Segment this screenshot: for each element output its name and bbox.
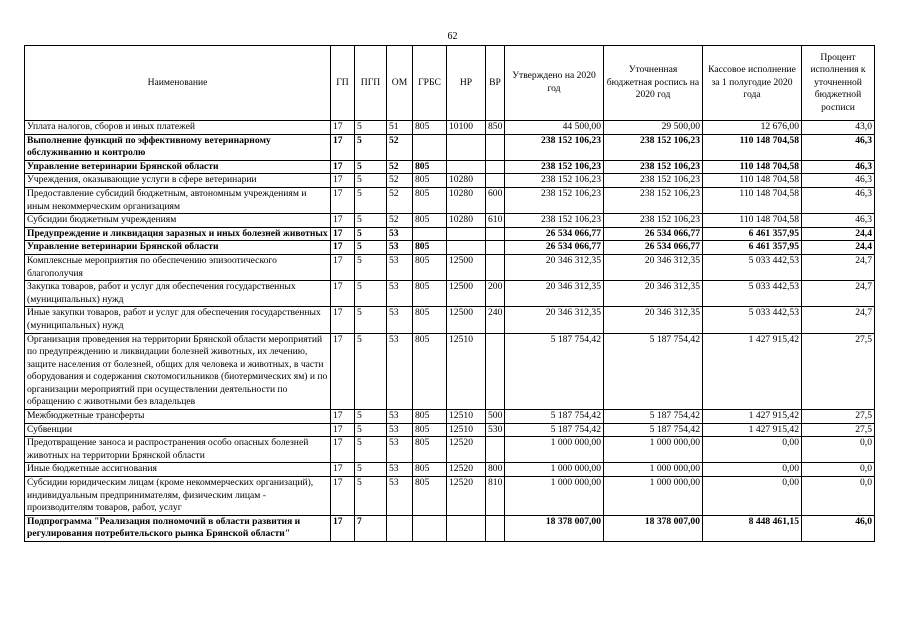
cell-pgp: 5 <box>355 477 387 516</box>
cell-grbs: 805 <box>413 437 447 463</box>
cell-om: 53 <box>387 307 413 333</box>
cell-pgp: 5 <box>355 410 387 424</box>
cell-np: 12510 <box>447 333 486 410</box>
cell-np: 12500 <box>447 254 486 280</box>
cell-pgp: 5 <box>355 254 387 280</box>
cell-refined: 238 152 106,23 <box>604 160 703 174</box>
cell-np: 12520 <box>447 463 486 477</box>
cell-refined: 20 346 312,35 <box>604 307 703 333</box>
cell-om: 51 <box>387 121 413 135</box>
cell-cash: 6 461 357,95 <box>703 241 802 255</box>
cell-np: 10100 <box>447 121 486 135</box>
cell-approved: 238 152 106,23 <box>505 174 604 188</box>
cell-grbs: 805 <box>413 214 447 228</box>
cell-approved: 5 187 754,42 <box>505 410 604 424</box>
cell-refined: 238 152 106,23 <box>604 134 703 160</box>
table-row <box>25 437 875 463</box>
cell-vr: 600 <box>486 187 505 213</box>
cell-cash: 1 427 915,42 <box>703 333 802 410</box>
cell-pgp: 7 <box>355 515 387 541</box>
cell-vr <box>486 254 505 280</box>
cell-refined: 29 500,00 <box>604 121 703 135</box>
cell-om: 53 <box>387 333 413 410</box>
cell-approved: 238 152 106,23 <box>505 214 604 228</box>
cell-approved: 20 346 312,35 <box>505 307 604 333</box>
cell-pgp: 5 <box>355 174 387 188</box>
cell-name: Субсидии бюджетным учреждениям <box>25 214 331 228</box>
cell-vr: 810 <box>486 477 505 516</box>
cell-pgp: 5 <box>355 437 387 463</box>
cell-gp: 17 <box>331 121 355 135</box>
cell-cash: 5 033 442,53 <box>703 307 802 333</box>
cell-approved: 238 152 106,23 <box>505 160 604 174</box>
table-row <box>25 254 875 280</box>
cell-cash: 5 033 442,53 <box>703 281 802 307</box>
cell-om: 53 <box>387 254 413 280</box>
table-row <box>25 241 875 255</box>
cell-name: Иные закупки товаров, работ и услуг для обеспечения государственных (муниципальных) нужд <box>25 307 331 333</box>
cell-pgp: 5 <box>355 463 387 477</box>
table-row <box>25 281 875 307</box>
cell-percent: 46,3 <box>802 160 875 174</box>
cell-name: Субсидии юридическим лицам (кроме некоммерческих организаций), индивидуальным предпринимателям, физическим лицам - производителям товаров, работ, услуг <box>25 477 331 516</box>
cell-approved: 1 000 000,00 <box>505 477 604 516</box>
cell-refined: 1 000 000,00 <box>604 477 703 516</box>
cell-approved: 26 534 066,77 <box>505 241 604 255</box>
cell-om: 53 <box>387 241 413 255</box>
cell-grbs: 805 <box>413 241 447 255</box>
cell-cash: 0,00 <box>703 477 802 516</box>
cell-grbs: 805 <box>413 477 447 516</box>
cell-refined: 26 534 066,77 <box>604 227 703 241</box>
cell-gp: 17 <box>331 307 355 333</box>
cell-percent: 24,7 <box>802 307 875 333</box>
cell-vr: 240 <box>486 307 505 333</box>
cell-approved: 26 534 066,77 <box>505 227 604 241</box>
table-row <box>25 463 875 477</box>
cell-grbs: 805 <box>413 307 447 333</box>
cell-gp: 17 <box>331 333 355 410</box>
cell-pgp: 5 <box>355 307 387 333</box>
cell-vr <box>486 160 505 174</box>
cell-gp: 17 <box>331 187 355 213</box>
cell-cash: 110 148 704,58 <box>703 214 802 228</box>
cell-vr <box>486 227 505 241</box>
cell-approved: 5 187 754,42 <box>505 423 604 437</box>
cell-om: 52 <box>387 187 413 213</box>
cell-om: 53 <box>387 423 413 437</box>
header-cash: Кассовое исполнение за 1 полугодие 2020 года <box>703 46 802 121</box>
cell-np: 10280 <box>447 174 486 188</box>
cell-name: Учреждения, оказывающие услуги в сфере ветеринарии <box>25 174 331 188</box>
cell-pgp: 5 <box>355 121 387 135</box>
cell-approved: 238 152 106,23 <box>505 134 604 160</box>
cell-cash: 0,00 <box>703 437 802 463</box>
cell-pgp: 5 <box>355 281 387 307</box>
table-row <box>25 134 875 160</box>
cell-gp: 17 <box>331 477 355 516</box>
cell-percent: 43,0 <box>802 121 875 135</box>
cell-pgp: 5 <box>355 214 387 228</box>
cell-name: Субвенции <box>25 423 331 437</box>
cell-np: 12520 <box>447 477 486 516</box>
cell-name: Организация проведения на территории Брянской области мероприятий по предупреждению и ликвидации болезней животных, их лечению, защите населения от болезней, общих для человека и животных, в части оборудования и содержания скотомогильников (биотермических ям) и по организации мероприятий при осуществлении деятельности по обращению с животными без владельцев <box>25 333 331 410</box>
cell-om: 53 <box>387 281 413 307</box>
table-row <box>25 187 875 213</box>
cell-approved: 5 187 754,42 <box>505 333 604 410</box>
table-row <box>25 227 875 241</box>
cell-gp: 17 <box>331 281 355 307</box>
cell-name: Подпрограмма "Реализация полномочий в области развития и регулирования потребительского рынка Брянской области" <box>25 515 331 541</box>
cell-approved: 1 000 000,00 <box>505 437 604 463</box>
cell-percent: 27,5 <box>802 410 875 424</box>
cell-refined: 5 187 754,42 <box>604 333 703 410</box>
table-row <box>25 160 875 174</box>
budget-table <box>24 45 875 542</box>
cell-om: 53 <box>387 410 413 424</box>
cell-grbs: 805 <box>413 174 447 188</box>
cell-grbs: 805 <box>413 410 447 424</box>
cell-cash: 12 676,00 <box>703 121 802 135</box>
cell-om: 53 <box>387 227 413 241</box>
cell-refined: 20 346 312,35 <box>604 281 703 307</box>
cell-vr: 500 <box>486 410 505 424</box>
table-row <box>25 214 875 228</box>
cell-approved: 1 000 000,00 <box>505 463 604 477</box>
cell-percent: 24,7 <box>802 281 875 307</box>
cell-grbs <box>413 515 447 541</box>
cell-om: 53 <box>387 463 413 477</box>
header-name: Наименование <box>25 46 331 121</box>
cell-cash: 110 148 704,58 <box>703 160 802 174</box>
cell-gp: 17 <box>331 227 355 241</box>
cell-pgp: 5 <box>355 333 387 410</box>
cell-percent: 24,4 <box>802 227 875 241</box>
cell-percent: 46,0 <box>802 515 875 541</box>
header-percent: Процент исполнения к уточненной бюджетной росписи <box>802 46 875 121</box>
cell-np: 12510 <box>447 423 486 437</box>
cell-name: Закупка товаров, работ и услуг для обеспечения государственных (муниципальных) нужд <box>25 281 331 307</box>
cell-grbs: 805 <box>413 187 447 213</box>
cell-grbs: 805 <box>413 333 447 410</box>
table-body <box>25 121 875 542</box>
cell-cash: 110 148 704,58 <box>703 174 802 188</box>
cell-vr: 610 <box>486 214 505 228</box>
cell-gp: 17 <box>331 410 355 424</box>
cell-vr <box>486 174 505 188</box>
header-gp: ГП <box>331 46 355 121</box>
cell-gp: 17 <box>331 463 355 477</box>
cell-pgp: 5 <box>355 160 387 174</box>
header-np: НР <box>447 46 486 121</box>
cell-om: 53 <box>387 437 413 463</box>
cell-cash: 1 427 915,42 <box>703 423 802 437</box>
cell-np: 10280 <box>447 214 486 228</box>
cell-percent: 0,0 <box>802 437 875 463</box>
cell-gp: 17 <box>331 214 355 228</box>
cell-np: 12500 <box>447 281 486 307</box>
cell-approved: 238 152 106,23 <box>505 187 604 213</box>
cell-approved: 44 500,00 <box>505 121 604 135</box>
cell-name: Выполнение функций по эффективному ветеринарному обслуживанию и контролю <box>25 134 331 160</box>
cell-percent: 0,0 <box>802 463 875 477</box>
cell-np <box>447 241 486 255</box>
cell-grbs: 805 <box>413 281 447 307</box>
cell-grbs: 805 <box>413 121 447 135</box>
cell-grbs: 805 <box>413 423 447 437</box>
cell-percent: 27,5 <box>802 423 875 437</box>
cell-approved: 20 346 312,35 <box>505 281 604 307</box>
table-row <box>25 121 875 135</box>
cell-percent: 46,3 <box>802 187 875 213</box>
cell-name: Иные бюджетные ассигнования <box>25 463 331 477</box>
cell-refined: 26 534 066,77 <box>604 241 703 255</box>
header-om: ОМ <box>387 46 413 121</box>
cell-percent: 27,5 <box>802 333 875 410</box>
cell-cash: 0,00 <box>703 463 802 477</box>
cell-name: Управление ветеринарии Брянской области <box>25 160 331 174</box>
header-grbs: ГРБС <box>413 46 447 121</box>
cell-refined: 238 152 106,23 <box>604 187 703 213</box>
cell-cash: 110 148 704,58 <box>703 134 802 160</box>
cell-cash: 8 448 461,15 <box>703 515 802 541</box>
cell-om: 52 <box>387 174 413 188</box>
cell-cash: 5 033 442,53 <box>703 254 802 280</box>
cell-om <box>387 515 413 541</box>
cell-vr: 800 <box>486 463 505 477</box>
cell-refined: 5 187 754,42 <box>604 423 703 437</box>
cell-name: Уплата налогов, сборов и иных платежей <box>25 121 331 135</box>
page-number: 62 <box>447 31 458 42</box>
cell-vr: 850 <box>486 121 505 135</box>
cell-np: 12510 <box>447 410 486 424</box>
cell-np: 12520 <box>447 437 486 463</box>
cell-np <box>447 134 486 160</box>
header-vr: ВР <box>486 46 505 121</box>
cell-np <box>447 160 486 174</box>
cell-pgp: 5 <box>355 187 387 213</box>
cell-refined: 1 000 000,00 <box>604 437 703 463</box>
cell-vr <box>486 515 505 541</box>
cell-om: 52 <box>387 134 413 160</box>
cell-np <box>447 515 486 541</box>
cell-name: Управление ветеринарии Брянской области <box>25 241 331 255</box>
cell-name: Предупреждение и ликвидация заразных и иных болезней животных <box>25 227 331 241</box>
cell-grbs: 805 <box>413 463 447 477</box>
header-approved: Утверждено на 2020 год <box>505 46 604 121</box>
cell-vr: 200 <box>486 281 505 307</box>
header-refined: Уточненная бюджетная роспись на 2020 год <box>604 46 703 121</box>
table-row <box>25 410 875 424</box>
cell-vr <box>486 333 505 410</box>
cell-percent: 0,0 <box>802 477 875 516</box>
header-pgp: ПГП <box>355 46 387 121</box>
cell-name: Предоставление субсидий бюджетным, автономным учреждениям и иным некоммерческим организациям <box>25 187 331 213</box>
table-row <box>25 423 875 437</box>
cell-om: 52 <box>387 214 413 228</box>
cell-pgp: 5 <box>355 241 387 255</box>
table-row <box>25 307 875 333</box>
cell-name: Комплексные мероприятия по обеспечению эпизоотического благополучия <box>25 254 331 280</box>
table-row <box>25 477 875 516</box>
cell-grbs <box>413 134 447 160</box>
cell-gp: 17 <box>331 254 355 280</box>
cell-refined: 5 187 754,42 <box>604 410 703 424</box>
cell-refined: 20 346 312,35 <box>604 254 703 280</box>
table-row <box>25 333 875 410</box>
header-row <box>25 46 875 121</box>
cell-pgp: 5 <box>355 423 387 437</box>
cell-gp: 17 <box>331 174 355 188</box>
cell-refined: 238 152 106,23 <box>604 214 703 228</box>
cell-name: Предотвращение заноса и распространения особо опасных болезней животных на территории Брянской области <box>25 437 331 463</box>
cell-grbs <box>413 227 447 241</box>
cell-refined: 1 000 000,00 <box>604 463 703 477</box>
cell-gp: 17 <box>331 134 355 160</box>
cell-gp: 17 <box>331 437 355 463</box>
cell-cash: 1 427 915,42 <box>703 410 802 424</box>
cell-percent: 46,3 <box>802 174 875 188</box>
cell-percent: 46,3 <box>802 134 875 160</box>
cell-gp: 17 <box>331 423 355 437</box>
cell-percent: 24,4 <box>802 241 875 255</box>
cell-name: Межбюджетные трансферты <box>25 410 331 424</box>
cell-cash: 110 148 704,58 <box>703 187 802 213</box>
cell-np <box>447 227 486 241</box>
cell-gp: 17 <box>331 241 355 255</box>
cell-approved: 18 378 007,00 <box>505 515 604 541</box>
cell-vr <box>486 134 505 160</box>
cell-vr <box>486 437 505 463</box>
cell-grbs: 805 <box>413 254 447 280</box>
cell-cash: 6 461 357,95 <box>703 227 802 241</box>
cell-refined: 238 152 106,23 <box>604 174 703 188</box>
cell-om: 52 <box>387 160 413 174</box>
cell-gp: 17 <box>331 160 355 174</box>
cell-vr <box>486 241 505 255</box>
cell-percent: 24,7 <box>802 254 875 280</box>
table-row <box>25 515 875 541</box>
cell-pgp: 5 <box>355 134 387 160</box>
cell-approved: 20 346 312,35 <box>505 254 604 280</box>
cell-gp: 17 <box>331 515 355 541</box>
cell-percent: 46,3 <box>802 214 875 228</box>
table-row <box>25 174 875 188</box>
cell-grbs: 805 <box>413 160 447 174</box>
cell-refined: 18 378 007,00 <box>604 515 703 541</box>
cell-om: 53 <box>387 477 413 516</box>
cell-np: 10280 <box>447 187 486 213</box>
cell-vr: 530 <box>486 423 505 437</box>
cell-pgp: 5 <box>355 227 387 241</box>
cell-np: 12500 <box>447 307 486 333</box>
